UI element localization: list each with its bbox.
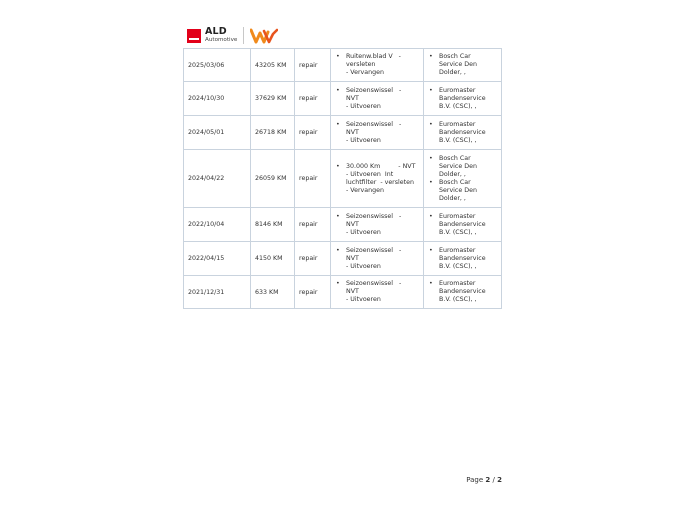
dealer-cell [424, 49, 502, 82]
dealer-cell-list [428, 121, 501, 145]
description-cell-list [335, 121, 423, 145]
service-date-cell: 2022/04/15 [184, 242, 251, 276]
dealer-cell-list [428, 213, 501, 237]
dealer-cell-list [428, 53, 501, 77]
dealer-cell-list [428, 155, 501, 203]
description-cell-list [335, 87, 423, 111]
page-total: 2 [497, 476, 502, 484]
description-cell [331, 150, 424, 208]
dealer-cell [424, 208, 502, 242]
description-cell-list [335, 280, 423, 304]
service-type-cell: repair [295, 276, 331, 309]
table-row [184, 49, 502, 82]
service-history-body [184, 49, 502, 309]
ald-logo-subtitle: Automotive [205, 36, 238, 43]
page-label: Page [466, 476, 484, 484]
ald-logo-mark [187, 29, 201, 43]
dealer-cell [424, 116, 502, 150]
description-cell [331, 276, 424, 309]
service-type-cell: repair [295, 49, 331, 82]
dealer-item: • Bosch Car Service Den Dolder, , [428, 179, 501, 203]
service-date-cell: 2021/12/31 [184, 276, 251, 309]
description-cell-list [335, 213, 423, 237]
service-date-cell: 2024/10/30 [184, 82, 251, 116]
service-date-cell: 2024/04/22 [184, 150, 251, 208]
mileage-cell: 8146 KM [251, 208, 295, 242]
page-current: 2 [485, 476, 491, 484]
dealer-item: • Euromaster Bandenservice B.V. (CSC), , [428, 247, 501, 271]
service-history-table [183, 48, 502, 309]
service-date-cell: 2025/03/06 [184, 49, 251, 82]
dealer-item: • Bosch Car Service Den Dolder, , [428, 155, 501, 179]
table-row [184, 82, 502, 116]
mileage-cell: 4150 KM [251, 242, 295, 276]
dealer-item: • Euromaster Bandenservice B.V. (CSC), , [428, 213, 501, 237]
table-row [184, 150, 502, 208]
description-item: • Seizoenswissel - NVT - Uitvoeren [335, 87, 423, 111]
description-cell [331, 82, 424, 116]
service-date-cell: 2022/10/04 [184, 208, 251, 242]
description-cell [331, 49, 424, 82]
description-item: • Seizoenswissel - NVT - Uitvoeren [335, 280, 423, 304]
dealer-item: • Euromaster Bandenservice B.V. (CSC), , [428, 280, 501, 304]
description-item: • Seizoenswissel - NVT - Uitvoeren [335, 121, 423, 145]
mileage-cell: 633 KM [251, 276, 295, 309]
dealer-item: • Euromaster Bandenservice B.V. (CSC), , [428, 121, 501, 145]
description-cell [331, 208, 424, 242]
page-separator: / [492, 476, 495, 484]
w-brand-logo-icon [250, 28, 278, 44]
description-cell [331, 242, 424, 276]
dealer-cell [424, 276, 502, 309]
description-item: • 30.000 Km - NVT - Uitvoeren Int luchtfilter - versleten - Vervangen [335, 163, 423, 195]
ald-logo-title: ALD [205, 26, 227, 38]
service-type-cell: repair [295, 116, 331, 150]
mileage-cell: 26059 KM [251, 150, 295, 208]
description-cell [331, 116, 424, 150]
mileage-cell: 37629 KM [251, 82, 295, 116]
mileage-cell: 26718 KM [251, 116, 295, 150]
service-type-cell: repair [295, 82, 331, 116]
description-cell-list [335, 163, 423, 195]
dealer-cell-list [428, 247, 501, 271]
description-cell-list [335, 53, 423, 77]
ald-logo [205, 27, 237, 43]
dealer-cell [424, 242, 502, 276]
description-cell-list [335, 247, 423, 271]
dealer-item: • Bosch Car Service Den Dolder, , [428, 53, 501, 77]
page-header [187, 27, 278, 44]
dealer-cell-list [428, 87, 501, 111]
service-type-cell: repair [295, 242, 331, 276]
description-item: • Seizoenswissel - NVT - Uitvoeren [335, 213, 423, 237]
dealer-cell [424, 82, 502, 116]
description-item: • Seizoenswissel - NVT - Uitvoeren [335, 247, 423, 271]
mileage-cell: 43205 KM [251, 49, 295, 82]
service-date-cell: 2024/05/01 [184, 116, 251, 150]
description-item: • Ruitenw.blad V - versleten - Vervangen [335, 53, 423, 77]
table-row [184, 276, 502, 309]
service-type-cell: repair [295, 208, 331, 242]
dealer-cell-list [428, 280, 501, 304]
service-type-cell: repair [295, 150, 331, 208]
dealer-item: • Euromaster Bandenservice B.V. (CSC), , [428, 87, 501, 111]
page-footer [466, 476, 502, 484]
dealer-cell [424, 150, 502, 208]
header-divider [243, 27, 244, 44]
table-row [184, 116, 502, 150]
table-row [184, 208, 502, 242]
table-row [184, 242, 502, 276]
